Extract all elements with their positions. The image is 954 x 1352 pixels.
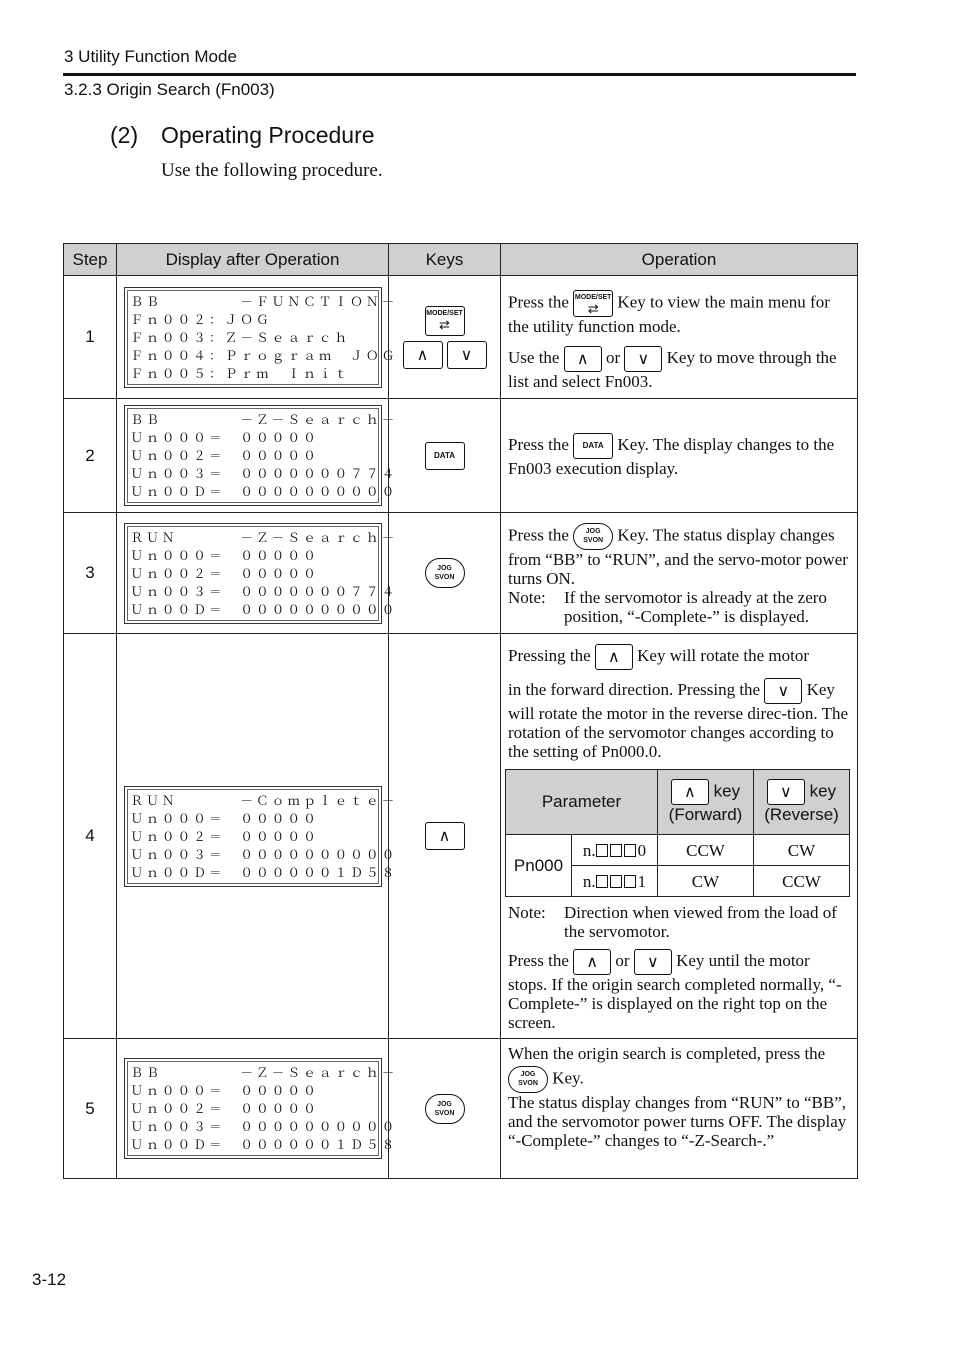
heading-title: Operating Procedure [161,122,375,148]
cycle-arrow-icon: ⇄ [587,301,599,316]
digit-box-icon [596,875,608,888]
lcd-line: Ｕｎ０００＝ ０００００ [130,810,319,826]
lcd-line: Ｕｎ００３＝ ００００００００００ [130,846,398,862]
param-header: Parameter [506,770,658,835]
jog-svon-key[interactable]: JOG SVON [425,558,465,588]
lcd-line: ＢＢ －ＦＵＮＣＴＩＯＮ－ [130,293,398,309]
lcd-display [124,523,398,624]
up-key-inline: ∧ [564,346,602,372]
data-key-inline: DATA [573,433,613,459]
cycle-arrow-icon: ⇄ [439,316,450,332]
digit-box-icon [610,875,622,888]
reverse-direction: CCW [754,866,850,897]
table-row: 2 ＢＢ －Ｚ－Ｓｅａｒｃｈ－ Ｕｎ０００＝ ０００００ Ｕｎ００２＝ ０００００ Ｕｎ００３＝ ０００００００７７４ Ｕｎ００Ｄ＝ ００００００００００ DATA Press the DATA Key. The display changes to the Fn003 execution display. [64,399,858,513]
lcd-line: ＢＢ －Ｚ－Ｓｅａｒｃｈ－ [130,412,398,427]
table-row: 4 ＲＵＮ －Ｃｏｍｐｌｅｔｅ－ Ｕｎ０００＝ ０００００ Ｕｎ００２＝ ０００００ Ｕｎ００３＝ ００００００００００ Ｕｎ００Ｄ＝ ００００００１Ｄ５８ ∧ Pressing the ∧ Key will rotate the motor in the forward direction. Pressing the ∨ Key will rotate the motor in the reverse direc-tion. The rotation of the servomotor changes according to the setting of Pn000.0. Parameter ∧ key (Forward) ∨ key (Reverse) Pn000 n. 0 CCW CW n. 1 CW CCW Note: Direction when viewed from the load of the servomotor. Press the ∧ or ∨ Key until the motor stops. If the origin search completed normally, “-Complete-” is displayed on the right top on the screen. [64,634,858,1039]
lcd-line: Ｆｎ００５：Ｐｒｍ Ｉｎｉｔ [130,365,351,381]
reverse-header: ∨ key (Reverse) [754,770,850,835]
data-key[interactable]: DATA [425,442,465,470]
lcd-line: Ｕｎ００Ｄ＝ ００００００１Ｄ５８ [130,1137,398,1152]
lcd-line: Ｕｎ００３＝ ００００００００００ [130,1119,398,1134]
col-step: Step [64,244,117,276]
lcd-line: Ｕｎ００２＝ ０００００ [130,828,319,844]
lcd-line: Ｆｎ００３：Ｚ－Ｓｅａｒｃｈ [130,329,351,345]
param-value: n. 0 [572,835,658,866]
lcd-line: Ｕｎ００Ｄ＝ ００００００００００ [130,484,398,499]
lcd-line: Ｕｎ００Ｄ＝ ００００００００００ [130,601,398,617]
up-key-inline: ∧ [595,644,633,670]
mode-set-key-inline: MODE/SET ⇄ [573,290,613,317]
page-number: 3-12 [32,1270,67,1289]
lcd-line: Ｕｎ００Ｄ＝ ００００００１Ｄ５８ [130,864,398,880]
lcd-line: Ｕｎ００２＝ ０００００ [130,448,319,463]
step-number: 4 [64,634,117,1039]
intro-text: Use the following procedure. [161,160,383,181]
note-text: Direction when viewed from the load of the servomotor. [564,903,837,941]
up-key[interactable]: ∧ [403,341,443,369]
lcd-line: Ｕｎ００３＝ ０００００００７７４ [130,583,398,599]
col-display: Display after Operation [117,244,389,276]
procedure-table [63,243,858,1179]
lcd-line: Ｕｎ００２＝ ０００００ [130,565,319,581]
up-arrow-icon: ∧ [671,779,709,805]
note-text: If the servomotor is already at the zero position, “-Complete-” is displayed. [564,588,827,626]
step-number: 3 [64,513,117,634]
section-title: 3.2.3 Origin Search (Fn003) [64,80,275,99]
digit-box-icon [624,875,636,888]
lcd-line: Ｕｎ０００＝ ０００００ [130,1083,319,1098]
lcd-line: ＲＵＮ －Ｃｏｍｐｌｅｔｅ－ [130,792,398,808]
down-key-inline: ∨ [764,678,802,704]
lcd-line: Ｕｎ００２＝ ０００００ [130,1101,319,1116]
table-header [64,244,858,276]
up-key[interactable]: ∧ [425,822,465,850]
subsection-heading [110,122,375,149]
param-value: n. 1 [572,866,658,897]
forward-direction: CW [658,866,754,897]
down-key-inline: ∨ [624,346,662,372]
forward-direction: CCW [658,835,754,866]
lcd-display [124,287,398,388]
lcd-display [124,786,398,887]
lcd-line: ＲＵＮ －Ｚ－Ｓｅａｒｃｈ－ [130,529,398,545]
lcd-line: ＢＢ －Ｚ－Ｓｅａｒｃｈ－ [130,1065,398,1080]
step-number: 5 [64,1039,117,1179]
down-key[interactable]: ∨ [447,341,487,369]
table-row: 3 ＲＵＮ －Ｚ－Ｓｅａｒｃｈ－ Ｕｎ０００＝ ０００００ Ｕｎ００２＝ ０００００ Ｕｎ００３＝ ０００００００７７４ Ｕｎ００Ｄ＝ ００００００００００ JOG SVON Press the JOG SVON Key. The status display changes from “BB” to “RUN”, and the servo-motor power turns ON. Note: If the servomotor is already at the zero position, “-Complete-” is displayed. [64,513,858,634]
lcd-line: Ｕｎ０００＝ ０００００ [130,547,319,563]
down-arrow-icon: ∨ [767,779,805,805]
digit-box-icon [624,844,636,857]
table-row: 1 ＢＢ －ＦＵＮＣＴＩＯＮ－ Ｆｎ００２：ＪＯＧ Ｆｎ００３：Ｚ－Ｓｅａｒｃｈ Ｆｎ００４：Ｐｒｏｇｒａｍ ＪＯＧ Ｆｎ００５：Ｐｒｍ Ｉｎｉｔ MODE/SET ⇄ ∧ ∨ Press the MODE/SET ⇄ Key to view the main menu for the utility function mode. Use the ∧ or ∨ Key to move through the list and select Fn003. [64,276,858,399]
lcd-line: Ｆｎ００２：ＪＯＧ [130,311,272,327]
lcd-line: Ｕｎ００３＝ ０００００００７７４ [130,466,398,481]
mode-set-key[interactable]: MODE/SET ⇄ [425,306,465,336]
reverse-direction: CW [754,835,850,866]
col-operation: Operation [501,244,858,276]
lcd-line: Ｆｎ００４：Ｐｒｏｇｒａｍ ＪＯＧ [130,347,398,363]
jog-svon-key[interactable]: JOG SVON [425,1094,465,1124]
header-rule [63,73,856,76]
step-number: 1 [64,276,117,399]
lcd-display [124,405,398,506]
up-key-inline: ∧ [573,949,611,975]
down-key-inline: ∨ [634,949,672,975]
note-label: Note: [508,903,546,922]
table-row: 5 ＢＢ －Ｚ－Ｓｅａｒｃｈ－ Ｕｎ０００＝ ０００００ Ｕｎ００２＝ ０００００ Ｕｎ００３＝ ００００００００００ Ｕｎ００Ｄ＝ ００００００１Ｄ５８ JOG SVON When the origin search is completed, press the JOG SVON Key. The status display changes from “RUN” to “BB”, and the servomotor power turns OFF. The display “-Complete-” changes to “-Z-Search-.” [64,1039,858,1179]
digit-box-icon [596,844,608,857]
col-keys: Keys [389,244,501,276]
step-number: 2 [64,399,117,513]
jog-svon-key-inline: JOG SVON [573,523,613,550]
param-name: Pn000 [506,835,572,897]
chapter-title: 3 Utility Function Mode [64,47,237,66]
rotation-direction-table [505,769,850,897]
forward-header: ∧ key (Forward) [658,770,754,835]
lcd-line: Ｕｎ０００＝ ０００００ [130,430,319,445]
lcd-display [124,1058,398,1159]
note-label: Note: [508,588,546,607]
jog-svon-key-inline: JOG SVON [508,1066,548,1093]
heading-number: (2) [110,122,139,148]
digit-box-icon [610,844,622,857]
